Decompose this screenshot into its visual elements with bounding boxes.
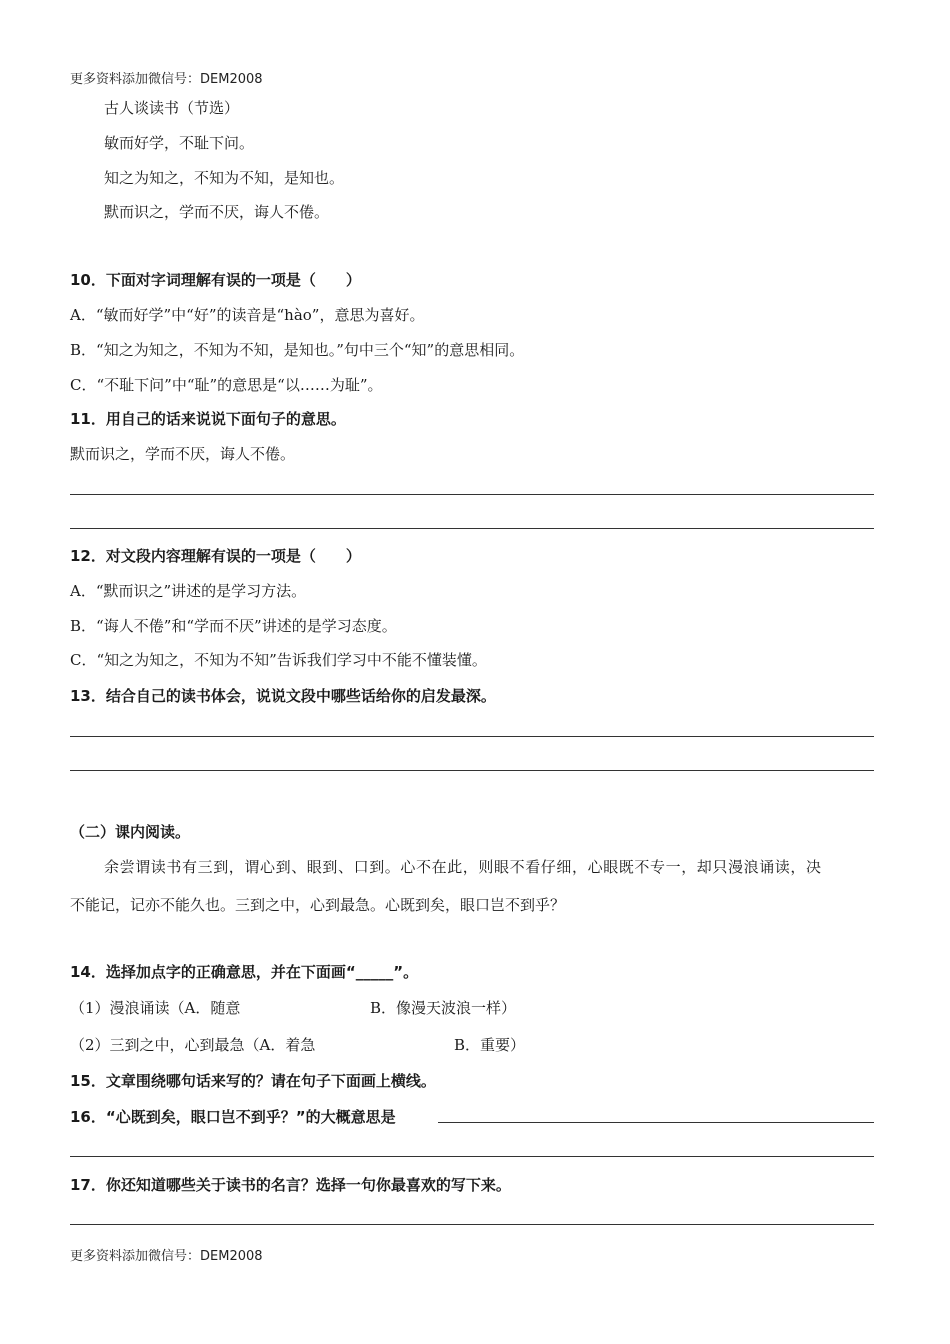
question-14: 14．选择加点字的正确意思，并在下面画“_____”。 xyxy=(70,963,419,981)
q11-sentence: 默而识之，学而不厌，诲人不倦。 xyxy=(70,445,296,463)
question-16: 16．“心既到矣，眼口岂不到乎？”的大概意思是 xyxy=(70,1108,396,1126)
section-2-paragraph-line-2: 不能记，记亦不能久也。三到之中，心到最急。心既到矣，眼口岂不到乎？ xyxy=(70,896,566,914)
footer-note: 更多资料添加微信号：DEM2008 xyxy=(70,1249,263,1264)
q10-option-a: A．“敏而好学”中“好”的读音是“hào”，意思为喜好。 xyxy=(70,306,425,324)
passage-line-1: 敏而好学，不耻下问。 xyxy=(104,134,255,152)
question-13: 13．结合自己的读书体会，说说文段中哪些话给你的启发最深。 xyxy=(70,687,496,705)
answer-line[interactable] xyxy=(70,528,874,529)
answer-line[interactable] xyxy=(70,494,874,495)
question-17: 17．你还知道哪些关于读书的名言？选择一句你最喜欢的写下来。 xyxy=(70,1176,511,1194)
q10-option-b: B．“知之为知之，不知为不知，是知也。”句中三个“知”的意思相同。 xyxy=(70,341,525,359)
section-2-title: （二）课内阅读。 xyxy=(70,823,191,841)
q10-option-c: C．“不耻下问”中“耻”的意思是“以……为耻”。 xyxy=(70,376,383,394)
passage-line-2: 知之为知之，不知为不知，是知也。 xyxy=(104,169,345,187)
passage-line-3: 默而识之，学而不厌，诲人不倦。 xyxy=(104,203,330,221)
q12-option-a: A．“默而识之”讲述的是学习方法。 xyxy=(70,582,307,600)
question-10: 10．下面对字词理解有误的一项是（ ） xyxy=(70,271,361,289)
passage-title: 古人谈读书（节选） xyxy=(104,99,240,117)
question-11: 11．用自己的话来说说下面句子的意思。 xyxy=(70,410,346,428)
q12-option-c: C．“知之为知之，不知为不知”告诉我们学习中不能不懂装懂。 xyxy=(70,651,487,669)
answer-line[interactable] xyxy=(70,1156,874,1157)
section-2-paragraph-line-1: 余尝谓读书有三到，谓心到、眼到、口到。心不在此，则眼不看仔细，心眼既不专一，却只漫浪诵读，决 xyxy=(104,858,822,876)
answer-line[interactable] xyxy=(70,1224,874,1225)
answer-line[interactable] xyxy=(70,736,874,737)
q14-item-1-label: （1）漫浪诵读（A．随意 xyxy=(70,999,241,1017)
question-12: 12．对文段内容理解有误的一项是（ ） xyxy=(70,547,361,565)
q12-option-b: B．“诲人不倦”和“学而不厌”讲述的是学习态度。 xyxy=(70,617,397,635)
header-note: 更多资料添加微信号：DEM2008 xyxy=(70,72,263,87)
question-15: 15．文章围绕哪句话来写的？请在句子下面画上横线。 xyxy=(70,1072,436,1090)
answer-line[interactable] xyxy=(438,1122,874,1123)
answer-line[interactable] xyxy=(70,770,874,771)
q14-item-2-option-b: B．重要） xyxy=(454,1036,526,1054)
q14-item-1-option-b: B．像漫天波浪一样） xyxy=(370,999,517,1017)
q14-item-2-label: （2）三到之中，心到最急（A．着急 xyxy=(70,1036,316,1054)
